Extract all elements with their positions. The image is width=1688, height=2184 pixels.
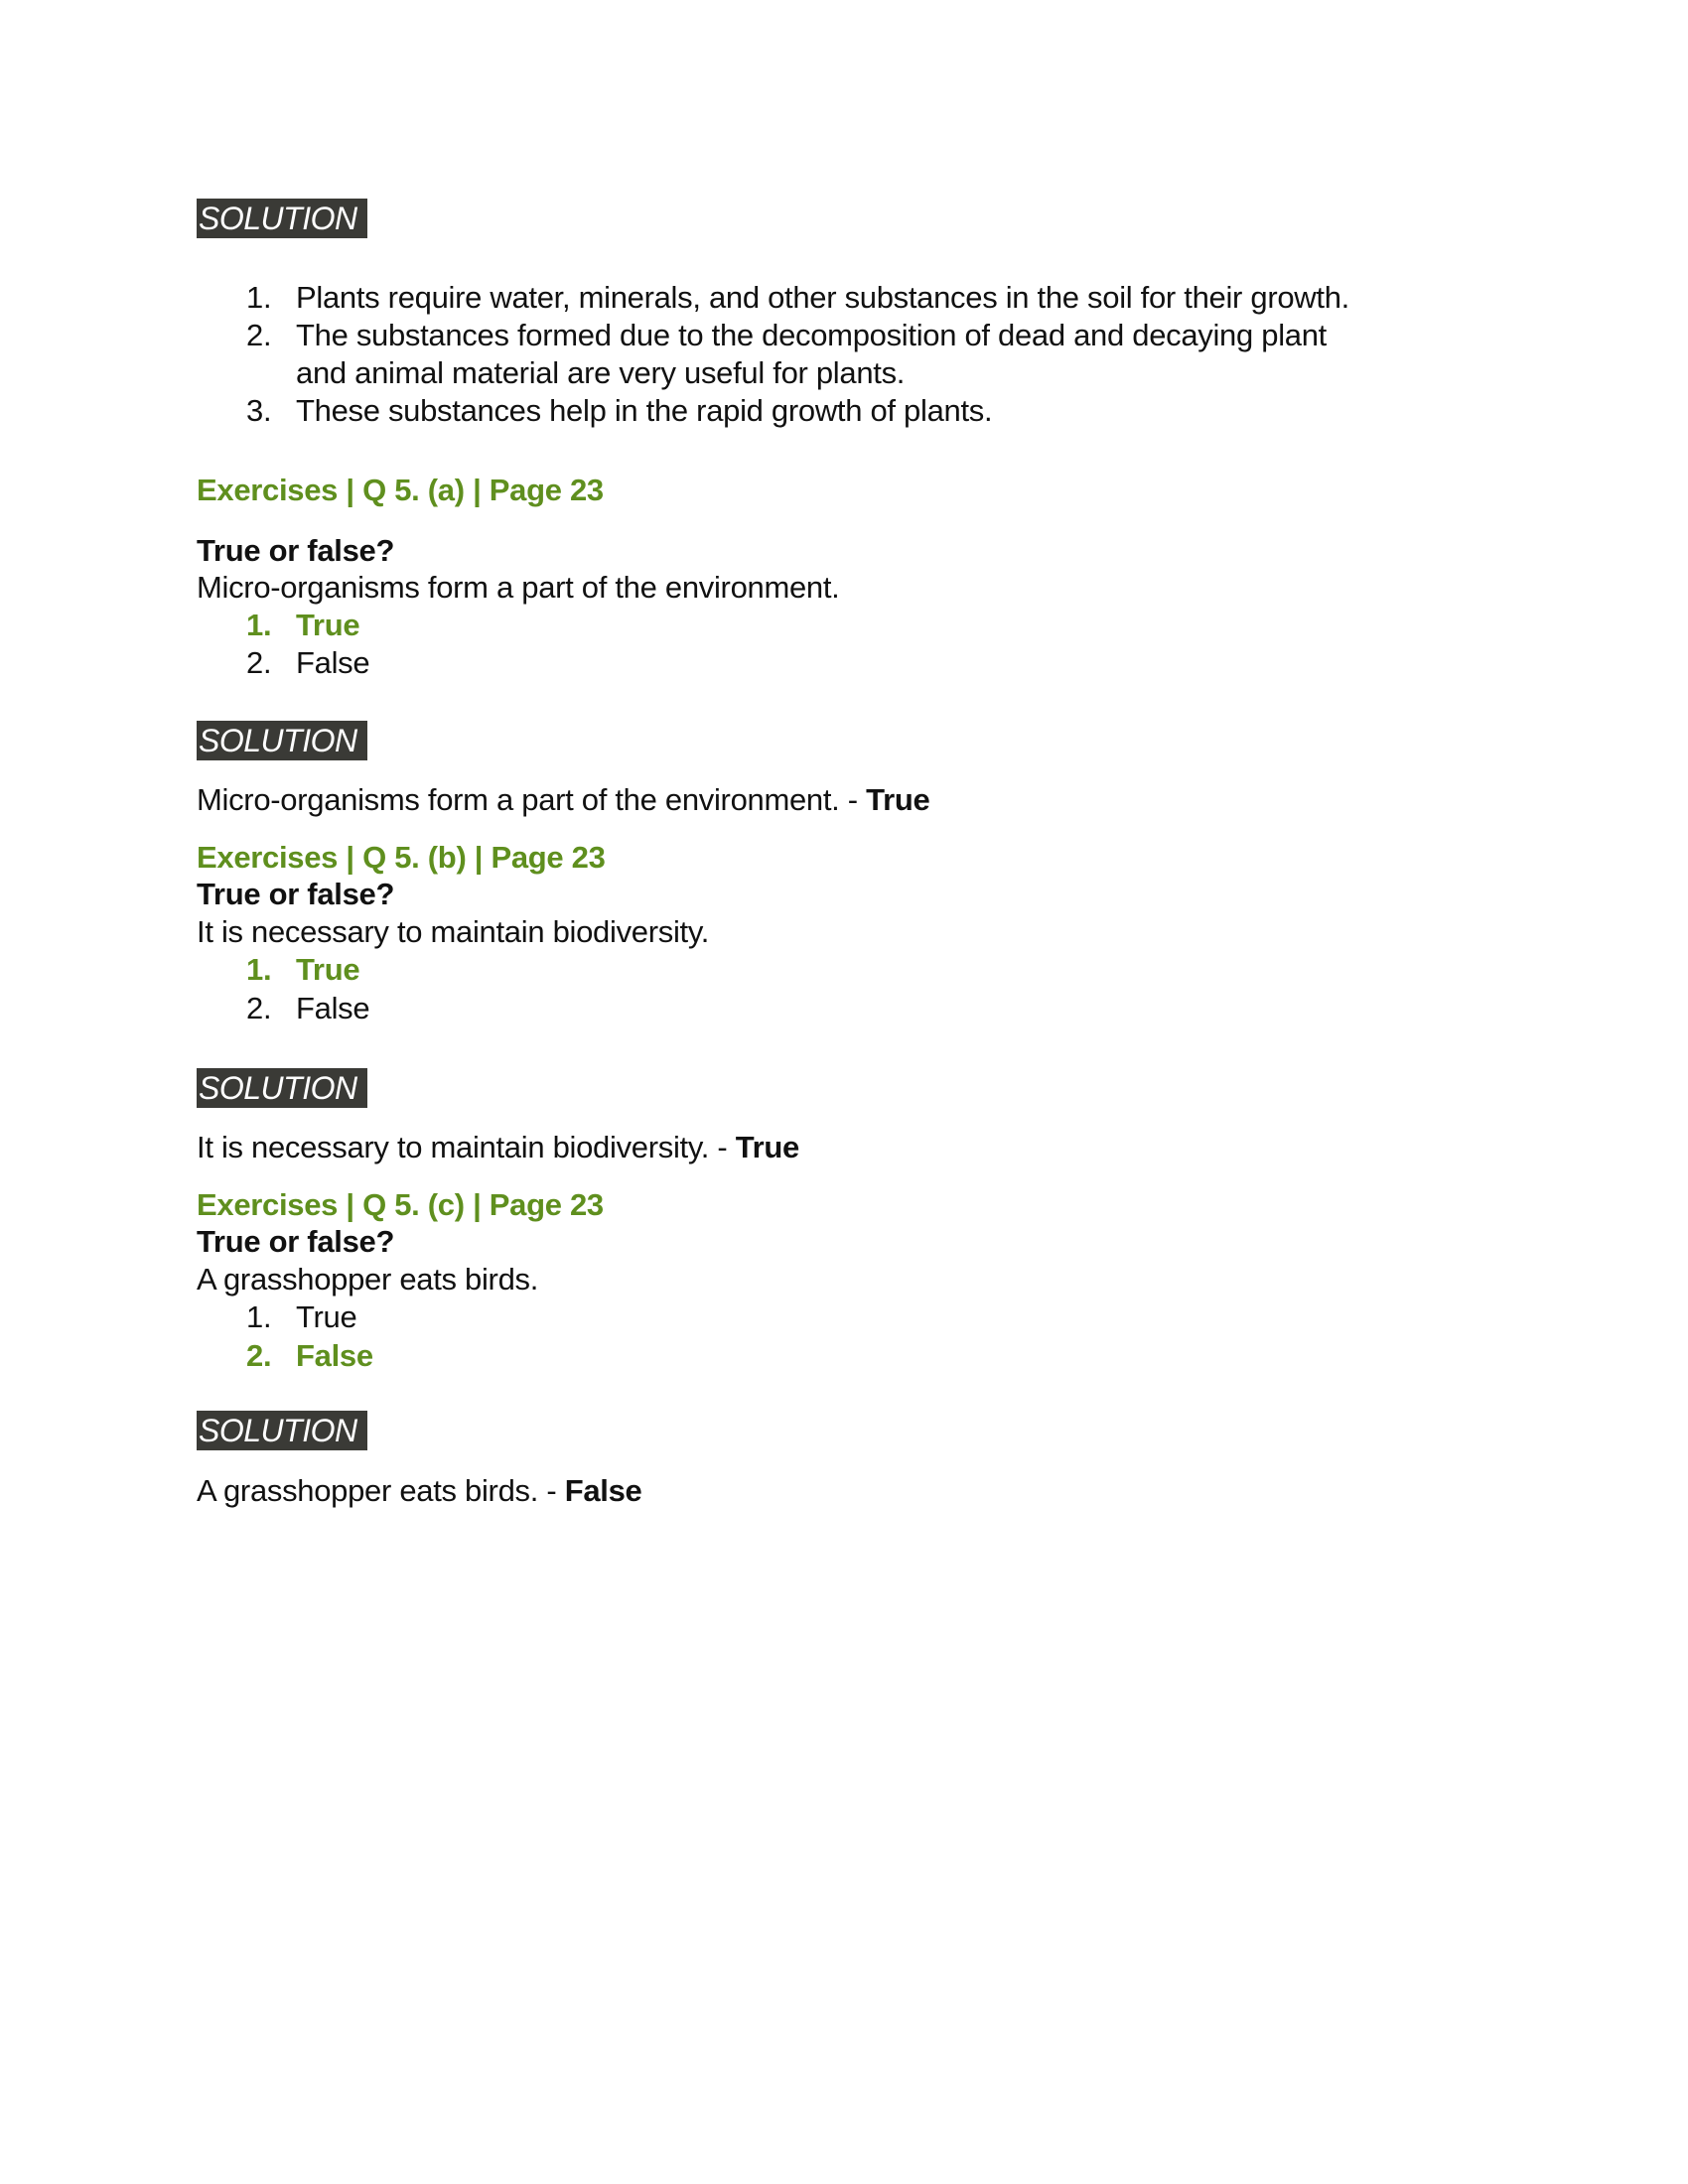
list-text: and animal material are very useful for plants.: [296, 355, 906, 390]
solution-answer: [197, 1129, 799, 1166]
solution-badge: SOLUTION: [197, 1411, 367, 1450]
option-label: False: [296, 1338, 373, 1373]
option-number: 1.: [246, 1299, 272, 1334]
question-statement: A grasshopper eats birds.: [197, 1262, 539, 1297]
solution-text: Micro-organisms form a part of the environment. -: [197, 782, 867, 817]
question-prompt: True or false?: [197, 877, 395, 911]
solution-answer: [197, 1472, 641, 1510]
list-text: These substances help in the rapid growth of plants.: [296, 393, 993, 428]
solution-badge: SOLUTION: [197, 1068, 367, 1108]
solution-badge: SOLUTION: [197, 199, 367, 238]
option-label: False: [296, 645, 370, 680]
exercise-heading: Exercises | Q 5. (b) | Page 23: [197, 840, 606, 875]
answer-value: False: [564, 1473, 642, 1508]
solution-text: A grasshopper eats birds. -: [197, 1473, 565, 1508]
solution-badge: SOLUTION: [197, 721, 367, 760]
list-text: The substances formed due to the decomposition of dead and decaying plant: [296, 318, 1327, 352]
question-statement: It is necessary to maintain biodiversity.: [197, 914, 710, 949]
option-number: 1.: [246, 952, 272, 987]
list-number: 1.: [246, 280, 272, 315]
option-label: True: [296, 952, 360, 987]
exercise-heading: Exercises | Q 5. (c) | Page 23: [197, 1187, 604, 1222]
option-number: 2.: [246, 645, 272, 680]
question-statement: Micro-organisms form a part of the environment.: [197, 570, 840, 605]
option-number: 2.: [246, 991, 272, 1025]
answer-value: True: [866, 782, 930, 817]
list-number: 2.: [246, 318, 272, 352]
answer-value: True: [735, 1130, 799, 1164]
option-label: False: [296, 991, 370, 1025]
question-prompt: True or false?: [197, 533, 395, 568]
list-text: Plants require water, minerals, and other substances in the soil for their growth.: [296, 280, 1349, 315]
option-label: True: [296, 608, 360, 642]
solution-answer: [197, 781, 929, 819]
solution-text: It is necessary to maintain biodiversity. -: [197, 1130, 736, 1164]
list-number: 3.: [246, 393, 272, 428]
question-prompt: True or false?: [197, 1224, 395, 1259]
exercise-heading: Exercises | Q 5. (a) | Page 23: [197, 473, 604, 507]
option-label: True: [296, 1299, 357, 1334]
option-number: 1.: [246, 608, 272, 642]
option-number: 2.: [246, 1338, 272, 1373]
